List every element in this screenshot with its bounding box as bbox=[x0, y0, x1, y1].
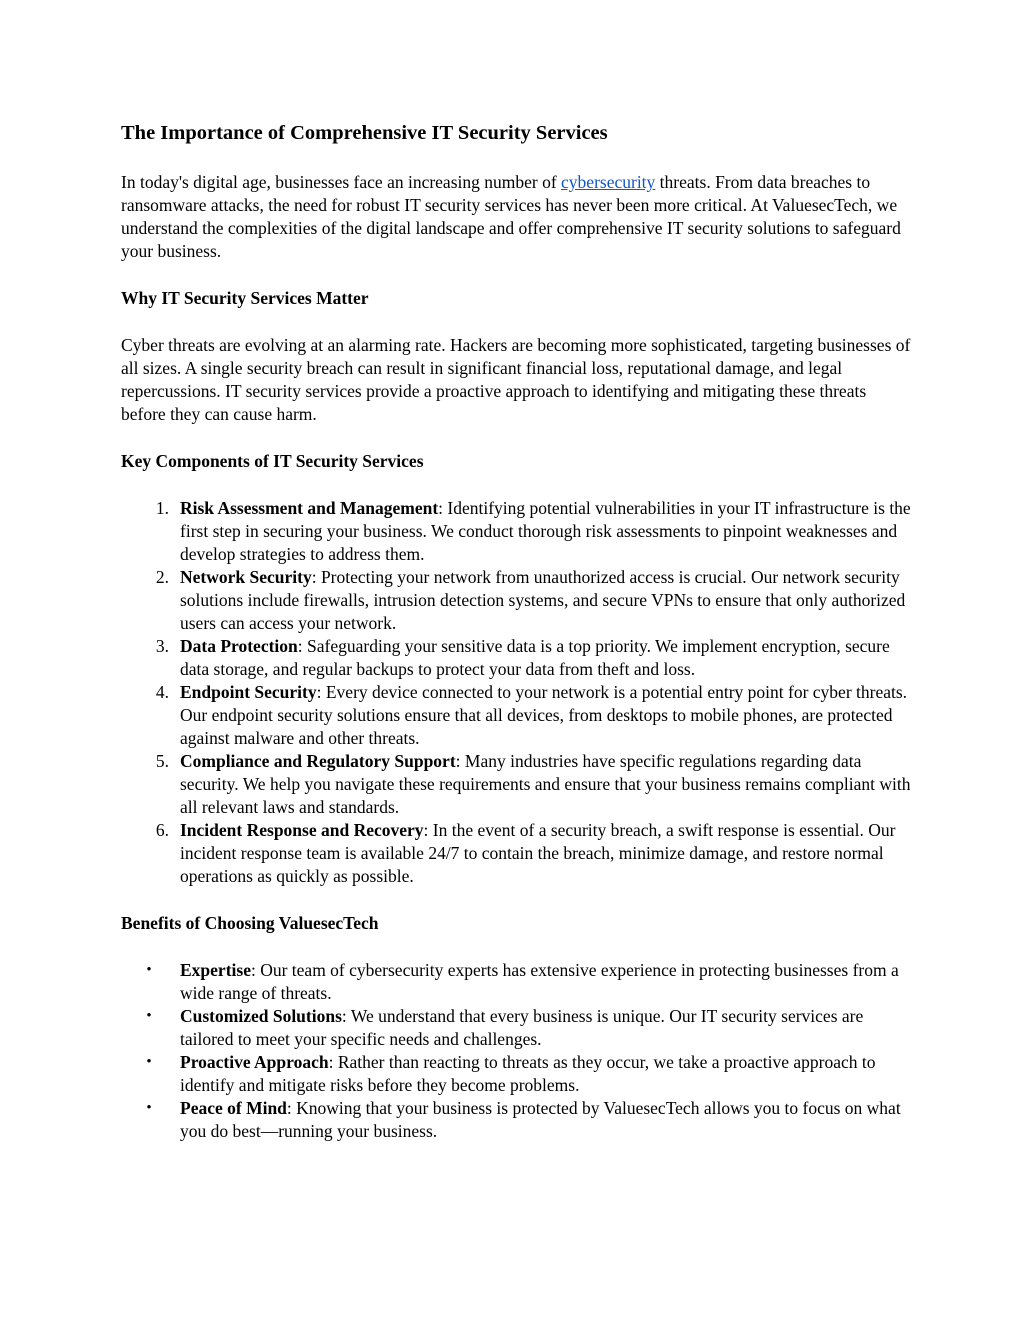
why-it-security-paragraph: Cyber threats are evolving at an alarming rate. Hackers are becoming more sophisticated, targeting businesses of all sizes. A single security breach can result in significant financial loss, reputational damage, and legal repercussions. IT security services provide a proactive approach to identifying and mitigating these threats before they can cause harm. bbox=[121, 335, 911, 424]
bullet-icon: • bbox=[146, 1054, 152, 1070]
list-number: 4. bbox=[155, 682, 169, 702]
list-item-term: Customized Solutions bbox=[180, 1006, 342, 1026]
list-item-term: Expertise bbox=[180, 960, 251, 980]
bullet-icon: • bbox=[146, 962, 152, 978]
list-item bbox=[121, 1097, 911, 1143]
list-item bbox=[121, 1051, 911, 1097]
list-item-term: Network Security bbox=[180, 567, 312, 587]
section-heading-benefits: Benefits of Choosing ValuesecTech bbox=[121, 913, 379, 933]
list-number: 5. bbox=[155, 751, 169, 771]
list-number: 2. bbox=[155, 567, 169, 587]
list-item bbox=[121, 497, 911, 566]
intro-text-before-link: In today's digital age, businesses face an increasing number of bbox=[121, 172, 562, 192]
list-item-term: Compliance and Regulatory Support bbox=[180, 751, 456, 771]
list-item-term: Incident Response and Recovery bbox=[180, 820, 424, 840]
list-item-term: Data Protection bbox=[180, 636, 298, 656]
list-item bbox=[121, 959, 911, 1005]
list-item bbox=[121, 1005, 911, 1051]
list-item-desc: : Safeguarding your sensitive data is a top priority. We implement encryption, secure data storage, and regular backups to protect your data from theft and loss. bbox=[180, 636, 890, 679]
list-item-term: Endpoint Security bbox=[180, 682, 317, 702]
list-item-term: Peace of Mind bbox=[180, 1098, 287, 1118]
list-item-term: Risk Assessment and Management bbox=[180, 498, 439, 518]
list-item-desc: : Many industries have specific regulations regarding data security. We help you navigate these requirements and ensure that your business remains compliant with all relevant laws and standards. bbox=[180, 751, 911, 817]
bullet-icon: • bbox=[146, 1100, 152, 1116]
list-item bbox=[121, 566, 911, 635]
cybersecurity-link[interactable]: cybersecurity bbox=[561, 172, 656, 192]
list-item-desc: : Knowing that your business is protected by ValuesecTech allows you to focus on what you do best—running your business. bbox=[180, 1098, 901, 1141]
list-number: 1. bbox=[155, 498, 169, 518]
list-item-desc: : Every device connected to your network is a potential entry point for cyber threats. Our endpoint security solutions ensure that all devices, from desktops to mobile phones, are protected against malware and other threats. bbox=[180, 682, 908, 748]
document-content bbox=[121, 118, 911, 1167]
section-heading-why-it-security: Why IT Security Services Matter bbox=[121, 288, 369, 308]
list-item bbox=[121, 750, 911, 819]
benefits-list bbox=[121, 959, 911, 1143]
list-item-desc: : We understand that every business is unique. Our IT security services are tailored to meet your specific needs and challenges. bbox=[180, 1006, 864, 1049]
list-item-desc: : In the event of a security breach, a swift response is essential. Our incident response team is available 24/7 to contain the breach, minimize damage, and restore normal operations as quickly as possible. bbox=[180, 820, 896, 886]
list-item-term: Proactive Approach bbox=[180, 1052, 329, 1072]
list-item-desc: : Rather than reacting to threats as they occur, we take a proactive approach to identify and mitigate risks before they become problems. bbox=[180, 1052, 876, 1095]
list-item-desc: : Identifying potential vulnerabilities in your IT infrastructure is the first step in securing your business. We conduct thorough risk assessments to pinpoint weaknesses and develop strategies to address them. bbox=[180, 498, 911, 564]
list-number: 6. bbox=[155, 820, 169, 840]
key-components-list bbox=[121, 497, 911, 888]
list-item bbox=[121, 819, 911, 888]
list-item-desc: : Our team of cybersecurity experts has extensive experience in protecting businesses from a wide range of threats. bbox=[180, 960, 899, 1003]
list-item bbox=[121, 681, 911, 750]
list-number: 3. bbox=[155, 636, 169, 656]
document-title: The Importance of Comprehensive IT Security Services bbox=[121, 122, 608, 144]
intro-text-after-link: threats. From data breaches to ransomware attacks, the need for robust IT security services has never been more critical. At ValuesecTech, we understand the complexities of the digital landscape and offer comprehensive IT security solutions to safeguard your business. bbox=[121, 172, 901, 261]
intro-paragraph bbox=[121, 171, 911, 263]
list-item-desc: : Protecting your network from unauthorized access is crucial. Our network security solutions include firewalls, intrusion detection systems, and secure VPNs to ensure that only authorized users can access your network. bbox=[180, 567, 906, 633]
bullet-icon: • bbox=[146, 1008, 152, 1024]
list-item bbox=[121, 635, 911, 681]
section-heading-key-components: Key Components of IT Security Services bbox=[121, 451, 424, 471]
